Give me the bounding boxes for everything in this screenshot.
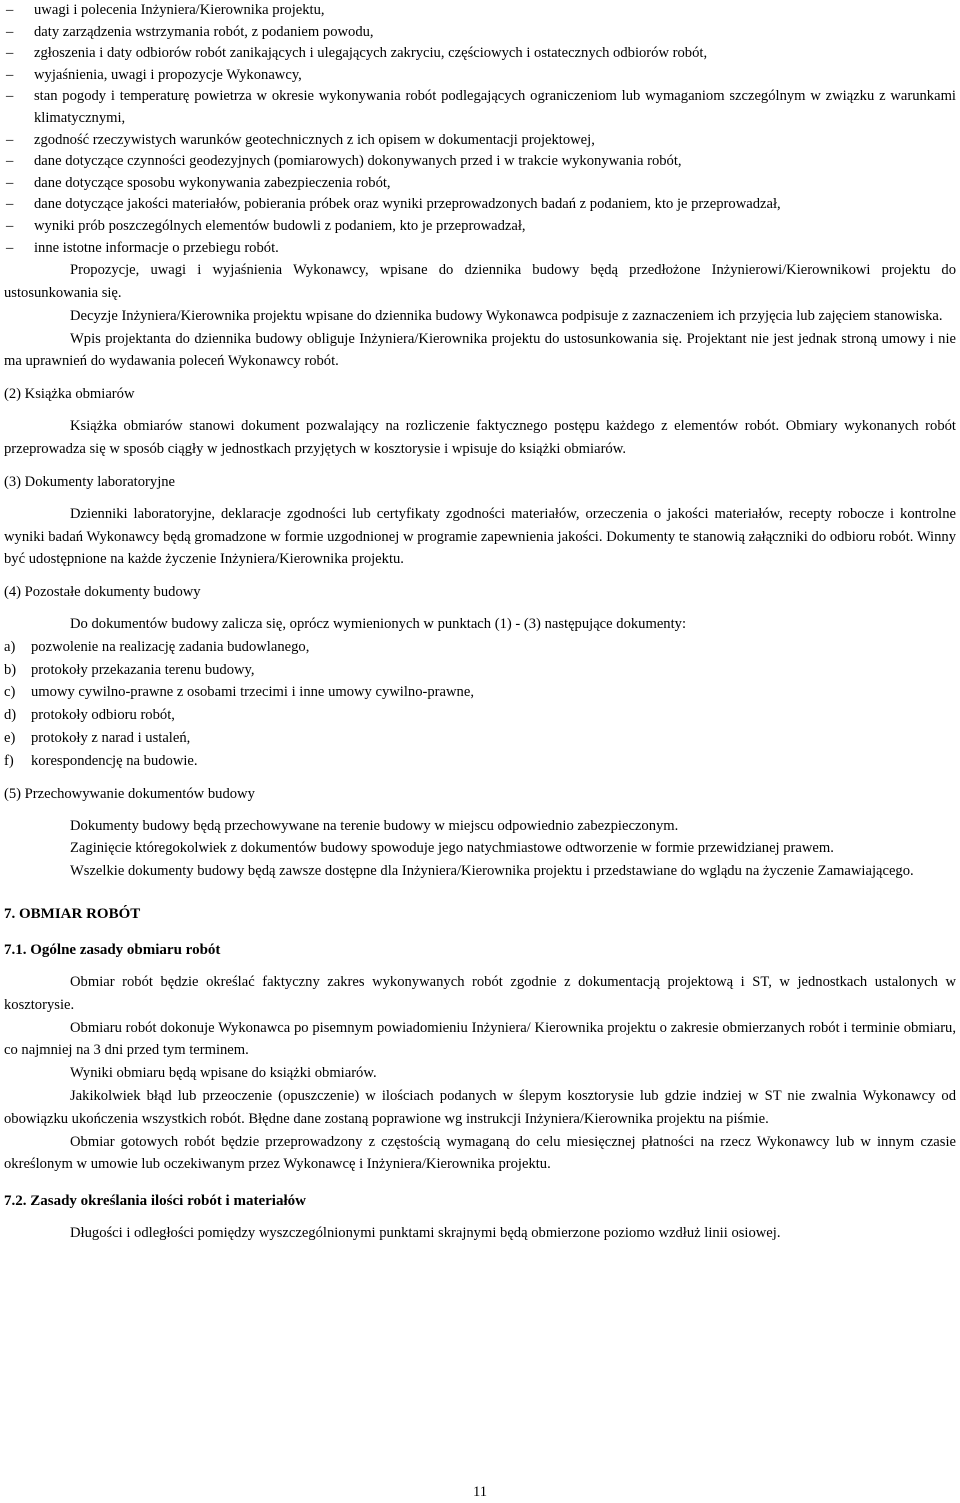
- paragraph-72a: Długości i odległości pomiędzy wyszczególnionymi punktami skrajnymi będą obmierzone poziomo wzdłuż linii osiowej.: [70, 1225, 781, 1242]
- list-item: – wyniki prób poszczególnych elementów budowli z podaniem, kto je przeprowadzał,: [4, 216, 956, 238]
- list-item-text: protokoły z narad i ustaleń,: [31, 730, 191, 747]
- paragraph-ksiazka: Książka obmiarów stanowi dokument pozwalający na rozliczenie faktycznego postępu każdego z elementów robót. Obmiary wykonanych robót przeprowadza się w sposób ciągły w jednostkach przyjętych w kosztorysie i wpisuje do książki obmiarów.: [4, 418, 956, 457]
- list-item: [4, 704, 956, 727]
- list-item: – dane dotyczące czynności geodezyjnych (pomiarowych) dokonywanych przed i w trakcie wykonywania robót,: [4, 151, 956, 173]
- paragraph-przechowywanie-2: Zaginięcie któregokolwiek z dokumentów budowy spowoduje jego natychmiastowe odtworzenie w formie przewidzianej prawem.: [70, 840, 834, 857]
- paragraph-71b: Obmiaru robót dokonuje Wykonawca po pisemnym powiadomieniu Inżyniera/ Kierownika projektu o zakresie obmierzanych robót i terminie obmiaru, co najmniej na 3 dni przed tym terminem.: [4, 1019, 956, 1059]
- list-item: [4, 681, 956, 704]
- paragraph-wpis: Wpis projektanta do dziennika budowy obliguje Inżyniera/Kierownika projektu do ustosunkowania się. Projektant nie jest jednak stroną umowy i nie ma uprawnień do wydawania poleceń Wykonawcy robót.: [4, 330, 956, 370]
- list-item: – uwagi i polecenia Inżyniera/Kierownika projektu,: [4, 0, 956, 22]
- section-heading-przechowywanie: (5) Przechowywanie dokumentów budowy: [4, 785, 255, 802]
- paragraph-71c: Wyniki obmiaru będą wpisane do książki obmiarów.: [70, 1065, 377, 1082]
- paragraph-decyzje: Decyzje Inżyniera/Kierownika projektu wpisane do dziennika budowy Wykonawca podpisuje z zaznaczeniem ich przyjęcia lub zajęciem stanowiska.: [70, 307, 943, 324]
- paragraph-przechowywanie-1: Dokumenty budowy będą przechowywane na terenie budowy w miejscu odpowiednio zabezpieczonym.: [70, 817, 679, 834]
- list-item-text: protokoły odbioru robót,: [31, 707, 175, 724]
- list-item: – wyjaśnienia, uwagi i propozycje Wykonawcy,: [4, 65, 956, 87]
- section-heading-ogolne-zasady: 7.1. Ogólne zasady obmiaru robót: [4, 942, 221, 959]
- paragraph-przechowywanie-3: Wszelkie dokumenty budowy będą zawsze dostępne dla Inżyniera/Kierownika projektu i przedstawiane do wglądu na życzenie Zamawiającego.: [70, 863, 914, 880]
- list-item: [4, 727, 956, 750]
- list-item: [4, 750, 956, 773]
- list-item-text: korespondencję na budowie.: [31, 752, 198, 769]
- chapter-heading-obmiar-robot: 7. OBMIAR ROBÓT: [4, 906, 141, 923]
- list-item: [4, 636, 956, 659]
- list-item: – inne istotne informacje o przebiegu robót.: [4, 238, 956, 260]
- section-heading-pozostale-dokumenty: (4) Pozostałe dokumenty budowy: [4, 584, 201, 601]
- list-item-label: a): [4, 638, 16, 655]
- list-item-label: d): [4, 707, 17, 724]
- entries-list: [4, 0, 956, 259]
- paragraph-71d: Jakikolwiek błąd lub przeoczenie (opuszczenie) w ilościach podanych w ślepym kosztorysie lub gdzie indziej w ST nie zwalnia Wykonawcy od obowiązku ukończenia wszystkich robót. Błędne dane zostaną poprawione wg instrukcji Inżyniera/Kierownika projektu na piśmie.: [4, 1088, 956, 1127]
- list-item: – zgodność rzeczywistych warunków geotechnicznych z ich opisem w dokumentacji projektowej,: [4, 130, 956, 152]
- list-item-label: e): [4, 730, 16, 747]
- section-heading-zasady-okreslania: 7.2. Zasady określania ilości robót i materiałów: [4, 1193, 306, 1210]
- paragraph-do-dokumentow: Do dokumentów budowy zalicza się, oprócz wymienionych w punktach (1) - (3) następujące dokumenty:: [70, 616, 687, 633]
- paragraph-71a: Obmiar robót będzie określać faktyczny zakres wykonywanych robót zgodnie z dokumentacją projektową i ST, w jednostkach ustalonych w kosztorysie.: [4, 974, 956, 1013]
- section-heading-dokumenty-laboratoryjne: (3) Dokumenty laboratoryjne: [4, 473, 176, 490]
- list-item-label: c): [4, 684, 16, 701]
- list-item: [4, 659, 956, 682]
- paragraph-71e: Obmiar gotowych robót będzie przeprowadzony z częstością wymaganą do celu miesięcznej płatności na rzecz Wykonawcy lub w innym czasie określonym w umowie lub oczekiwanym przez Wykonawcę i Inżyniera/Kierownika projektu.: [4, 1133, 956, 1173]
- list-item: – stan pogody i temperaturę powietrza w okresie wykonywania robót podlegających ograniczeniom lub wymaganiom szczególnym w związku z warunkami klimatycznymi,: [4, 86, 956, 129]
- section-heading-ksiazka-obmiarow: (2) Książka obmiarów: [4, 386, 135, 403]
- list-item: – daty zarządzenia wstrzymania robót, z podaniem powodu,: [4, 22, 956, 44]
- page-number: 11: [472, 1484, 488, 1500]
- documents-list: [4, 636, 956, 773]
- list-item-label: f): [4, 752, 14, 769]
- list-item: – dane dotyczące sposobu wykonywania zabezpieczenia robót,: [4, 173, 956, 195]
- list-item: – dane dotyczące jakości materiałów, pobierania próbek oraz wyniki przeprowadzonych badań z podaniem, kto je przeprowadzał,: [4, 194, 956, 216]
- list-item-text: pozwolenie na realizację zadania budowlanego,: [31, 638, 310, 655]
- list-item-label: b): [4, 661, 17, 678]
- list-item-text: protokoły przekazania terenu budowy,: [31, 661, 255, 678]
- list-item-text: umowy cywilno-prawne z osobami trzecimi i inne umowy cywilno-prawne,: [31, 684, 474, 701]
- paragraph-propozycje: Propozycje, uwagi i wyjaśnienia Wykonawcy, wpisane do dziennika budowy będą przedłożone Inżynierowi/Kierownikowi projektu do ustosunkowania się.: [4, 262, 956, 301]
- paragraph-dzienniki: Dzienniki laboratoryjne, deklaracje zgodności lub certyfikaty zgodności materiałów, orzeczenia o jakości materiałów, recepty robocze i kontrolne wyniki badań Wykonawcy będą gromadzone w formie uzgodnionej w programie zapewnienia jakości. Dokumenty te stanowią załączniki do odbioru robót. Winny być udostępnione na każde życzenie Inżyniera/Kierownika projektu.: [4, 505, 956, 568]
- list-item: – zgłoszenia i daty odbiorów robót zanikających i ulegających zakryciu, częściowych i ostatecznych odbiorów robót,: [4, 43, 956, 65]
